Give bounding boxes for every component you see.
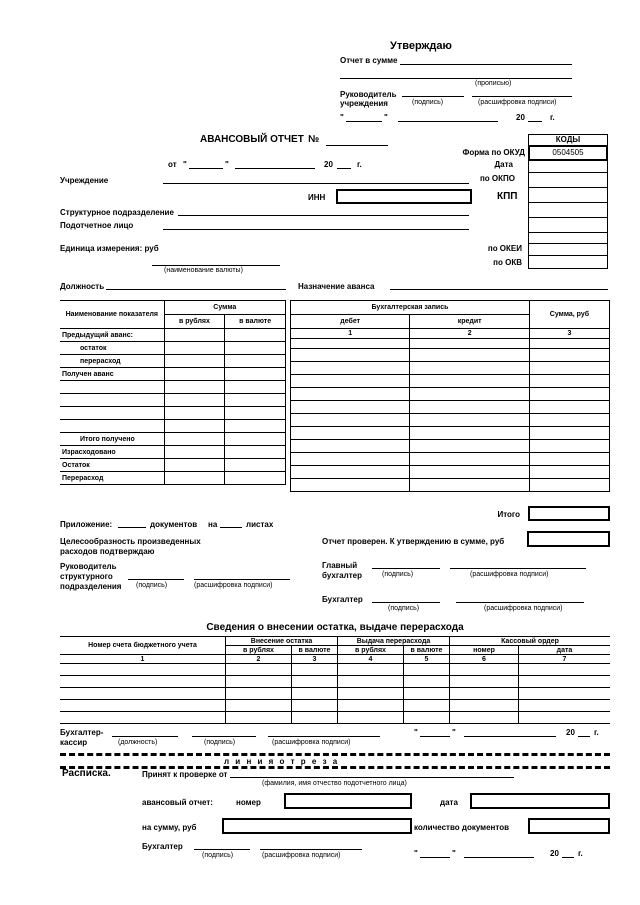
balance-cell[interactable]	[338, 664, 404, 676]
row-rub-cell[interactable]	[164, 459, 225, 472]
row-credit-cell[interactable]	[410, 375, 529, 388]
head-label-2: учреждения	[340, 99, 388, 108]
balance-cell[interactable]	[226, 700, 292, 712]
from-quote-open: "	[183, 160, 187, 169]
okv-label: по ОКВ	[493, 258, 522, 267]
report-number-field[interactable]	[326, 145, 388, 146]
from-label: от	[168, 160, 177, 169]
row-credit-cell[interactable]	[410, 362, 529, 375]
table-row	[60, 676, 610, 688]
date-quote-open: "	[340, 113, 344, 122]
position-label: Должность	[60, 282, 105, 291]
row-currency-cell[interactable]	[225, 368, 286, 381]
receipt-quote-close: "	[452, 849, 456, 858]
table-row	[291, 401, 610, 414]
checked-sum-field[interactable]	[527, 531, 610, 547]
accounting-table	[290, 300, 610, 492]
table-row	[291, 388, 610, 401]
row-credit-cell[interactable]	[410, 349, 529, 362]
accountant-decoding-field[interactable]	[456, 602, 584, 603]
table-row	[60, 407, 286, 420]
table-row	[60, 329, 286, 342]
advance-purpose-label: Назначение аванса	[298, 282, 375, 291]
col-deposit-currency: в валюте	[292, 646, 338, 655]
row-rub-cell[interactable]	[164, 407, 225, 420]
balance-cell[interactable]	[226, 664, 292, 676]
report-title: АВАНСОВЫЙ ОТЧЕТ	[200, 134, 304, 145]
balance-cell[interactable]	[60, 700, 226, 712]
row-credit-cell[interactable]	[410, 414, 529, 427]
row-currency-cell[interactable]	[225, 329, 286, 342]
row-rub-cell[interactable]	[164, 342, 225, 355]
balance-cell[interactable]	[404, 700, 450, 712]
checked-label: Отчет проверен. К утверждению в сумме, руб	[322, 537, 505, 546]
table-row	[291, 453, 610, 466]
row-rub-cell[interactable]	[164, 472, 225, 485]
row-debit-cell[interactable]	[291, 388, 410, 401]
balance-cell[interactable]	[338, 700, 404, 712]
table-row	[291, 427, 610, 440]
kpp-label: КПП	[497, 191, 518, 202]
receipt-signature-caption: (подпись)	[202, 852, 234, 859]
attachment-label: Приложение:	[60, 520, 113, 529]
row-currency-cell[interactable]	[225, 394, 286, 407]
col-deposit: Внесение остатка	[226, 637, 338, 646]
row-debit-cell[interactable]	[291, 401, 410, 414]
row-credit-cell[interactable]	[410, 427, 529, 440]
total-field[interactable]	[528, 506, 610, 521]
row-sum-cell[interactable]	[529, 349, 609, 362]
balance-cell[interactable]	[404, 688, 450, 700]
row-label	[60, 407, 164, 420]
head-struct-2: структурного	[60, 572, 113, 581]
attachment-on: на	[208, 520, 218, 529]
report-sum-label: Отчет в сумме	[340, 56, 398, 65]
row-debit-cell[interactable]	[291, 349, 410, 362]
receipt-accepted-from: Принят к проверке от	[142, 770, 228, 779]
balance-cell[interactable]	[226, 712, 292, 724]
table-row	[60, 446, 286, 459]
institution-field[interactable]	[163, 183, 469, 184]
row-currency-cell[interactable]	[225, 381, 286, 394]
row-currency-cell[interactable]	[225, 342, 286, 355]
from-year-suffix: г.	[357, 160, 362, 169]
table-row	[60, 700, 610, 712]
balance-cell[interactable]	[338, 688, 404, 700]
chief-acc-1: Главный	[322, 561, 358, 570]
row-sum-cell[interactable]	[529, 401, 609, 414]
row-sum-cell[interactable]	[529, 466, 609, 479]
col-order-date: дата	[519, 646, 611, 655]
table-row	[60, 420, 286, 433]
cashier-decoding-field[interactable]	[268, 736, 380, 737]
balance-col-num: 2	[226, 655, 292, 664]
date-label: Дата	[494, 160, 513, 169]
col-indicator: Наименование показателя	[60, 301, 164, 329]
receipt-year-suffix: г.	[578, 849, 583, 858]
row-rub-cell[interactable]	[164, 420, 225, 433]
cashier-label-1: Бухгалтер-	[60, 728, 104, 737]
attachment-sheets: листах	[246, 520, 274, 529]
cut-dashed-line	[60, 753, 610, 756]
table-row	[60, 433, 286, 446]
table-row	[60, 355, 286, 368]
sum-rub-header: Сумма, руб	[529, 301, 609, 329]
row-rub-cell[interactable]	[164, 355, 225, 368]
row-label: Получен аванс	[60, 368, 164, 381]
row-rub-cell[interactable]	[164, 381, 225, 394]
receipt-doc-count-label: количество документов	[414, 823, 509, 832]
col-order-number: номер	[450, 646, 519, 655]
row-rub-cell[interactable]	[164, 368, 225, 381]
row-currency-cell[interactable]	[225, 446, 286, 459]
receipt-accountant-label: Бухгалтер	[142, 842, 183, 851]
receipt-day-field[interactable]	[420, 857, 450, 858]
row-rub-cell[interactable]	[164, 433, 225, 446]
col-issue-rub: в рублях	[338, 646, 404, 655]
report-sum-words-field[interactable]	[340, 78, 572, 79]
receipt-date-label: дата	[440, 798, 458, 807]
row-label: перерасход	[60, 355, 164, 368]
row-currency-cell[interactable]	[225, 433, 286, 446]
balance-cell[interactable]	[450, 676, 519, 688]
debit-header: дебет	[291, 315, 410, 329]
approve-year-field[interactable]	[528, 121, 542, 122]
institution-label: Учреждение	[60, 176, 109, 185]
col-issue: Выдача перерасхода	[338, 637, 450, 646]
row-credit-cell[interactable]	[410, 388, 529, 401]
receipt-sum-field[interactable]	[222, 818, 412, 834]
row-sum-cell[interactable]	[529, 427, 609, 440]
row-currency-cell[interactable]	[225, 407, 286, 420]
receipt-title: Расписка.	[62, 768, 111, 779]
row-debit-cell[interactable]	[291, 414, 410, 427]
receipt-date-field[interactable]	[470, 793, 610, 809]
head-decoding-caption: (расшифровка подписи)	[478, 99, 557, 106]
row-debit-cell[interactable]	[291, 453, 410, 466]
receipt-sum-label: на сумму, руб	[142, 823, 197, 832]
row-sum-cell[interactable]	[529, 388, 609, 401]
balance-cell[interactable]	[404, 712, 450, 724]
approve-year-suffix: г.	[550, 113, 555, 122]
approve-month-field[interactable]	[398, 121, 498, 122]
head-signature-caption: (подпись)	[412, 99, 444, 106]
receipt-year: 20	[550, 849, 559, 858]
row-debit-cell[interactable]	[291, 479, 410, 492]
chief-decoding-field[interactable]	[450, 568, 586, 569]
table-row	[60, 342, 286, 355]
balance-cell[interactable]	[60, 664, 226, 676]
position-field[interactable]	[106, 289, 286, 290]
col-rub: в рублях	[164, 315, 225, 329]
structural-unit-label: Структурное подразделение	[60, 208, 174, 217]
cashier-signature-field[interactable]	[192, 736, 256, 737]
balance-cell[interactable]	[450, 712, 519, 724]
balance-title: Сведения о внесении остатка, выдаче перерасхода	[206, 622, 464, 633]
cut-dashed-line-2	[60, 766, 610, 769]
from-month-field[interactable]	[235, 168, 315, 169]
unit-of-measure: Единица измерения: руб	[60, 244, 159, 253]
receipt-month-field[interactable]	[464, 857, 534, 858]
from-year: 20	[324, 160, 333, 169]
row-currency-cell[interactable]	[225, 355, 286, 368]
balance-num-row	[60, 655, 610, 664]
row-rub-cell[interactable]	[164, 394, 225, 407]
structural-unit-field[interactable]	[178, 215, 469, 216]
accountable-person-field[interactable]	[163, 229, 469, 230]
table-row	[60, 368, 286, 381]
row-credit-cell[interactable]	[410, 339, 529, 349]
receipt-report-label: авансовый отчет:	[142, 798, 213, 807]
row-sum-cell[interactable]	[529, 362, 609, 375]
balance-cell[interactable]	[292, 700, 338, 712]
col-account: Номер счета бюджетного учета	[60, 637, 226, 655]
row-sum-cell[interactable]	[529, 414, 609, 427]
receipt-fio-field[interactable]	[230, 777, 514, 778]
table-row	[60, 459, 286, 472]
table-row	[60, 472, 286, 485]
balance-cell[interactable]	[60, 688, 226, 700]
row-credit-cell[interactable]	[410, 466, 529, 479]
cashier-day-field[interactable]	[420, 736, 450, 737]
col-currency: в валюте	[225, 315, 286, 329]
receipt-signature-field[interactable]	[194, 849, 250, 850]
receipt-doc-count-field[interactable]	[528, 818, 610, 834]
row-credit-cell[interactable]	[410, 440, 529, 453]
balance-col-num: 1	[60, 655, 226, 664]
balance-cell[interactable]	[338, 676, 404, 688]
in-words-caption: (прописью)	[475, 80, 512, 87]
receipt-year-field[interactable]	[562, 857, 574, 858]
row-debit-cell[interactable]	[291, 440, 410, 453]
chief-signature-caption: (подпись)	[382, 571, 414, 578]
receipt-number-field[interactable]	[284, 793, 412, 809]
row-debit-cell[interactable]	[291, 427, 410, 440]
okud-label: Форма по ОКУД	[462, 148, 525, 157]
row-label	[60, 394, 164, 407]
chief-decoding-caption: (расшифровка подписи)	[470, 571, 549, 578]
head-label-1: Руководитель	[340, 90, 397, 99]
balance-col-num: 6	[450, 655, 519, 664]
attachment-documents: документов	[150, 520, 198, 529]
number-sign: №	[308, 134, 320, 145]
col-sum: Сумма	[164, 301, 285, 315]
attachment-docs-field[interactable]	[118, 527, 146, 528]
row-debit-cell[interactable]	[291, 339, 410, 349]
advance-sum-table	[60, 300, 286, 485]
row-credit-cell[interactable]	[410, 401, 529, 414]
table-row	[60, 664, 610, 676]
balance-cell[interactable]	[292, 676, 338, 688]
col-deposit-rub: в рублях	[226, 646, 292, 655]
row-sum-cell[interactable]	[529, 375, 609, 388]
col-num-2: 2	[410, 329, 529, 339]
accountant-label: Бухгалтер	[322, 595, 363, 604]
okei-label: по ОКЕИ	[487, 244, 522, 253]
row-rub-cell[interactable]	[164, 329, 225, 342]
inn-label: ИНН	[308, 193, 326, 202]
inn-field[interactable]	[336, 189, 472, 204]
balance-cell[interactable]	[519, 688, 611, 700]
head-struct-signature-field[interactable]	[128, 579, 184, 580]
balance-cell[interactable]	[60, 712, 226, 724]
row-sum-cell[interactable]	[529, 453, 609, 466]
table-row	[60, 688, 610, 700]
table-row	[291, 479, 610, 492]
approve-day-field[interactable]	[346, 121, 382, 122]
row-sum-cell[interactable]	[529, 339, 609, 349]
row-label	[60, 381, 164, 394]
currency-field[interactable]	[152, 265, 280, 266]
receipt-number-label: номер	[236, 798, 261, 807]
balance-cell[interactable]	[60, 676, 226, 688]
balance-cell[interactable]	[519, 664, 611, 676]
row-credit-cell[interactable]	[410, 479, 529, 492]
accountant-signature-caption: (подпись)	[388, 605, 420, 612]
row-debit-cell[interactable]	[291, 466, 410, 479]
report-sum-field[interactable]	[400, 64, 572, 65]
row-label: Итого получено	[60, 433, 164, 446]
balance-cell[interactable]	[450, 664, 519, 676]
head-signature-field[interactable]	[402, 96, 464, 97]
balance-cell[interactable]	[519, 712, 611, 724]
advance-purpose-field[interactable]	[390, 289, 608, 290]
head-struct-3: подразделения	[60, 582, 122, 591]
cashier-quote-open: "	[414, 728, 418, 737]
receipt-fio-caption: (фамилия, имя отчество подотчетного лица)	[262, 780, 407, 787]
from-quote-close: "	[225, 160, 229, 169]
total-label: Итого	[497, 510, 520, 519]
receipt-quote-open: "	[414, 849, 418, 858]
head-struct-signature-caption: (подпись)	[136, 582, 168, 589]
balance-cell[interactable]	[292, 712, 338, 724]
row-rub-cell[interactable]	[164, 446, 225, 459]
receipt-decoding-field[interactable]	[260, 849, 362, 850]
row-sum-cell[interactable]	[529, 479, 609, 492]
col-issue-currency: в валюте	[404, 646, 450, 655]
date-quote-close: "	[384, 113, 388, 122]
table-row	[291, 440, 610, 453]
row-label: Перерасход	[60, 472, 164, 485]
receipt-decoding-caption: (расшифровка подписи)	[262, 852, 341, 859]
cashier-year-field[interactable]	[578, 736, 590, 737]
row-sum-cell[interactable]	[529, 440, 609, 453]
table-row	[60, 394, 286, 407]
balance-col-num: 7	[519, 655, 611, 664]
balance-cell[interactable]	[404, 664, 450, 676]
row-label: Предыдущий аванс:	[60, 329, 164, 342]
row-label: Израсходовано	[60, 446, 164, 459]
row-credit-cell[interactable]	[410, 453, 529, 466]
balance-cell[interactable]	[292, 664, 338, 676]
accountant-decoding-caption: (расшифровка подписи)	[484, 605, 563, 612]
table-row	[291, 349, 610, 362]
cashier-signature-caption: (подпись)	[204, 739, 236, 746]
table-row	[60, 712, 610, 724]
balance-cell[interactable]	[226, 688, 292, 700]
table-row	[291, 414, 610, 427]
balance-cell[interactable]	[226, 676, 292, 688]
attachment-sheets-field[interactable]	[220, 527, 242, 528]
col-num-3: 3	[529, 329, 609, 339]
expediency-line-1: Целесообразность произведенных	[60, 537, 201, 546]
accounting-header: Бухгалтерская запись	[291, 301, 530, 315]
row-currency-cell[interactable]	[225, 472, 286, 485]
chief-acc-2: бухгалтер	[322, 571, 362, 580]
balance-table	[60, 636, 610, 724]
table-row	[60, 381, 286, 394]
balance-cell[interactable]	[338, 712, 404, 724]
credit-header: кредит	[410, 315, 529, 329]
chief-signature-field[interactable]	[372, 568, 440, 569]
cashier-decoding-caption: (расшифровка подписи)	[272, 739, 351, 746]
head-struct-decoding-caption: (расшифровка подписи)	[194, 582, 273, 589]
cashier-position-field[interactable]	[112, 736, 178, 737]
table-row	[291, 466, 610, 479]
balance-cell[interactable]	[450, 700, 519, 712]
row-label: Остаток	[60, 459, 164, 472]
row-label: остаток	[60, 342, 164, 355]
balance-cell[interactable]	[450, 688, 519, 700]
codes-title: КОДЫ	[555, 135, 581, 144]
accountant-signature-field[interactable]	[372, 602, 440, 603]
okud-value: 0504505	[552, 148, 584, 157]
head-struct-1: Руководитель	[60, 562, 117, 571]
from-day-field[interactable]	[189, 168, 223, 169]
okpo-label: по ОКПО	[479, 174, 515, 183]
from-year-field[interactable]	[337, 168, 351, 169]
cashier-position-caption: (должность)	[118, 739, 158, 746]
col-order: Кассовый ордер	[450, 637, 611, 646]
balance-col-num: 4	[338, 655, 404, 664]
head-decoding-field[interactable]	[472, 96, 572, 97]
cashier-quote-close: "	[452, 728, 456, 737]
balance-cell[interactable]	[404, 676, 450, 688]
balance-col-num: 5	[404, 655, 450, 664]
row-debit-cell[interactable]	[291, 375, 410, 388]
balance-cell[interactable]	[519, 676, 611, 688]
table-row	[291, 339, 610, 349]
balance-cell[interactable]	[519, 700, 611, 712]
approve-year: 20	[516, 113, 525, 122]
table-row	[291, 375, 610, 388]
row-currency-cell[interactable]	[225, 420, 286, 433]
table-row	[291, 362, 610, 375]
cut-line-label: л и н и я о т р е з а	[224, 757, 340, 766]
row-label	[60, 420, 164, 433]
currency-caption: (наименование валюты)	[164, 267, 243, 274]
row-currency-cell[interactable]	[225, 459, 286, 472]
head-struct-decoding-field[interactable]	[194, 579, 290, 580]
row-debit-cell[interactable]	[291, 362, 410, 375]
accountable-person-label: Подотчетное лицо	[60, 221, 134, 230]
balance-col-num: 3	[292, 655, 338, 664]
cashier-month-field[interactable]	[464, 736, 556, 737]
cashier-year-suffix: г.	[594, 728, 599, 737]
cashier-year: 20	[566, 728, 575, 737]
expediency-line-2: расходов подтверждаю	[60, 547, 155, 556]
balance-cell[interactable]	[292, 688, 338, 700]
col-num-1: 1	[291, 329, 410, 339]
cashier-label-2: кассир	[60, 738, 88, 747]
approve-title: Утверждаю	[390, 40, 452, 52]
